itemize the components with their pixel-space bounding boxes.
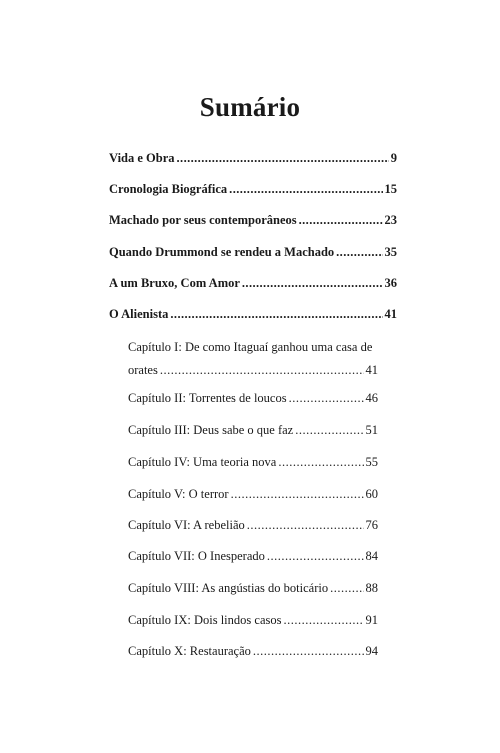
dot-leader bbox=[170, 306, 382, 322]
toc-entry-capitulo-4[interactable] bbox=[128, 454, 378, 470]
dot-leader bbox=[330, 580, 363, 596]
toc-entry-label: Capítulo II: Torrentes de loucos bbox=[128, 391, 287, 405]
toc-entry-label: A um Bruxo, Com Amor bbox=[109, 276, 240, 290]
toc-entry-cronologia-biografica[interactable] bbox=[109, 181, 397, 197]
toc-entry-drummond[interactable] bbox=[109, 244, 397, 260]
toc-entry-label: Quando Drummond se rendeu a Machado bbox=[109, 245, 335, 259]
toc-page-number: 36 bbox=[384, 276, 397, 290]
toc-entry-label: Capítulo X: Restauração bbox=[128, 644, 251, 658]
toc-entry-label: Capítulo IV: Uma teoria nova bbox=[128, 455, 277, 469]
toc-entry-label: Capítulo III: Deus sabe o que faz bbox=[128, 423, 294, 437]
toc-page-number: 94 bbox=[365, 644, 378, 658]
toc-page-number: 51 bbox=[365, 423, 378, 437]
dot-leader bbox=[242, 275, 383, 291]
toc-entry-label-continued: orates bbox=[128, 363, 158, 377]
toc-entry-label: Capítulo VII: O Inesperado bbox=[128, 549, 265, 563]
toc-page-number: 35 bbox=[384, 245, 397, 259]
toc-entry-label: Machado por seus contemporâneos bbox=[109, 213, 297, 227]
dot-leader bbox=[289, 390, 364, 406]
toc-entry-continuation bbox=[128, 362, 378, 378]
dot-leader bbox=[299, 212, 383, 228]
dot-leader bbox=[229, 181, 382, 197]
toc-entry-capitulo-8[interactable] bbox=[128, 580, 378, 596]
toc-entry-capitulo-5[interactable] bbox=[128, 486, 378, 502]
dot-leader bbox=[336, 244, 382, 260]
toc-entry-capitulo-10[interactable] bbox=[128, 643, 378, 659]
toc-entry-o-alienista[interactable] bbox=[109, 306, 397, 322]
toc-entry-label: Capítulo IX: Dois lindos casos bbox=[128, 613, 282, 627]
dot-leader bbox=[253, 643, 364, 659]
page-title: Sumário bbox=[199, 92, 301, 122]
toc-page-number: 84 bbox=[365, 549, 378, 563]
toc-entry-label: Capítulo V: O terror bbox=[128, 487, 229, 501]
toc-entry-vida-e-obra[interactable] bbox=[109, 150, 397, 166]
toc-entry-label: Vida e Obra bbox=[109, 151, 175, 165]
dot-leader bbox=[295, 422, 363, 438]
toc-page-number: 9 bbox=[390, 151, 397, 165]
toc-entry-label: Capítulo I: De como Itaguaí ganhou uma casa de bbox=[128, 340, 373, 354]
toc-page-number: 41 bbox=[384, 307, 397, 321]
dot-leader bbox=[247, 517, 364, 533]
toc-entry-capitulo-2[interactable] bbox=[128, 390, 378, 406]
toc-page-number: 76 bbox=[365, 518, 378, 532]
dot-leader bbox=[160, 362, 364, 378]
toc-entry-capitulo-3[interactable] bbox=[128, 422, 378, 438]
toc-page-number: 55 bbox=[365, 455, 378, 469]
toc-entry-label: O Alienista bbox=[109, 307, 169, 321]
toc-entry-capitulo-7[interactable] bbox=[128, 548, 378, 564]
toc-page-number: 60 bbox=[365, 487, 378, 501]
toc-entry-machado-contemporaneos[interactable] bbox=[109, 212, 397, 228]
toc-page-number: 91 bbox=[365, 613, 378, 627]
dot-leader bbox=[231, 486, 364, 502]
toc-entry-label: Cronologia Biográfica bbox=[109, 182, 228, 196]
toc-entry-capitulo-6[interactable] bbox=[128, 517, 378, 533]
toc-page-number: 41 bbox=[365, 363, 378, 377]
toc-page-number: 23 bbox=[384, 213, 397, 227]
toc-page-number: 46 bbox=[365, 391, 378, 405]
dot-leader bbox=[283, 612, 363, 628]
toc-entry-capitulo-1[interactable] bbox=[128, 339, 378, 378]
toc-entry-label: Capítulo VI: A rebelião bbox=[128, 518, 245, 532]
toc-entry-um-bruxo[interactable] bbox=[109, 275, 397, 291]
toc-entry-label: Capítulo VIII: As angústias do boticário bbox=[128, 581, 329, 595]
toc-page-number: 15 bbox=[384, 182, 397, 196]
dot-leader bbox=[278, 454, 363, 470]
dot-leader bbox=[177, 150, 389, 166]
toc-page-number: 88 bbox=[365, 581, 378, 595]
dot-leader bbox=[267, 548, 364, 564]
toc-entry-capitulo-9[interactable] bbox=[128, 612, 378, 628]
